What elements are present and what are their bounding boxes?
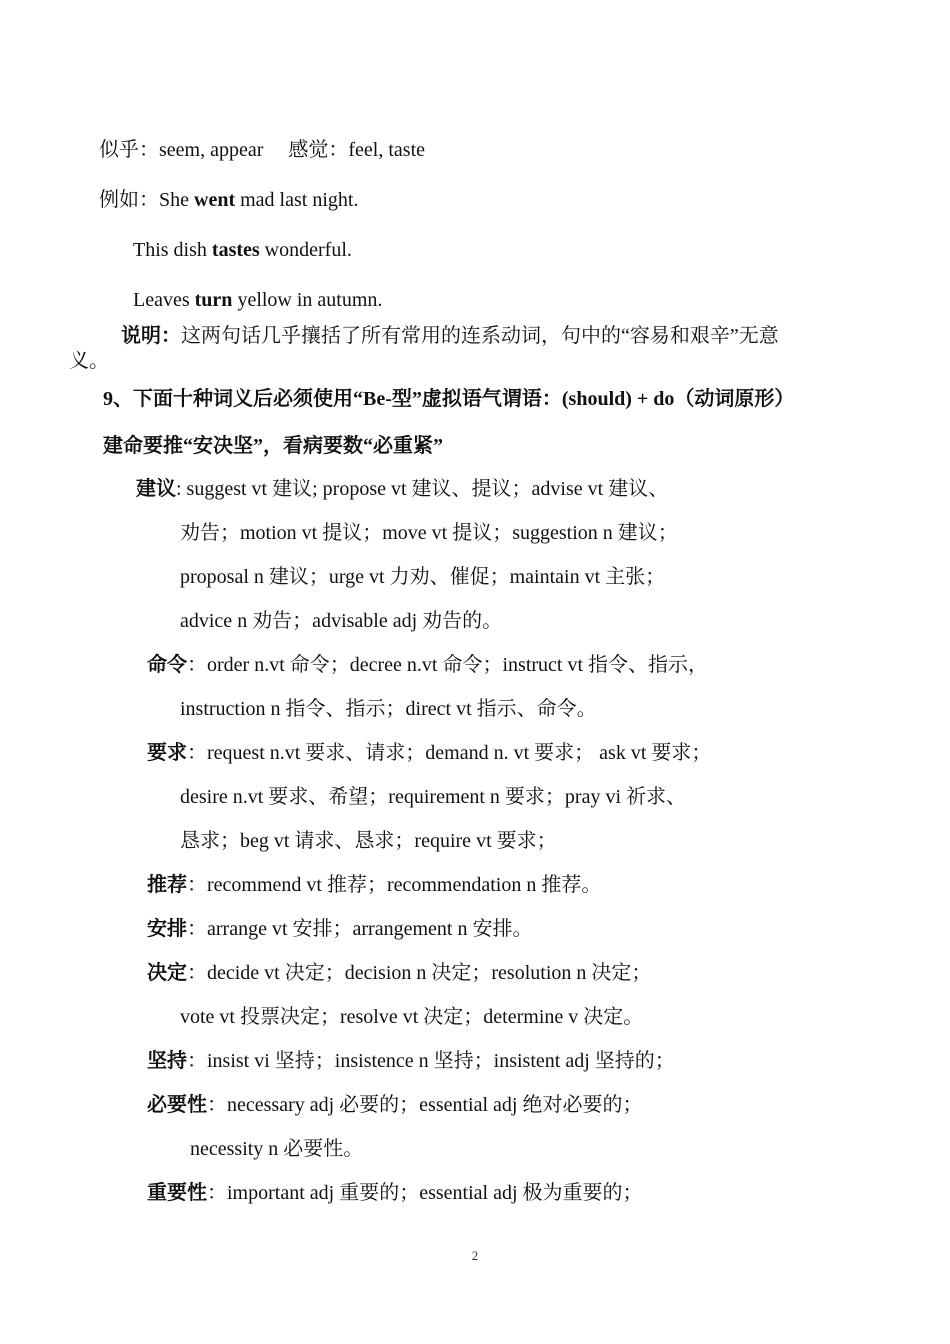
mnemonic-heading — [103, 434, 443, 458]
example-line-2 — [133, 238, 352, 262]
suggest-entry — [136, 477, 668, 501]
note-text: 这两句话几乎攘括了所有常用的连系动词，句中的“容易和艰辛”无意 — [181, 325, 779, 347]
category-words: ：order n.vt 命令；decree n.vt 命令；instruct vt 指令、指示， — [187, 654, 709, 676]
category-words: vote vt 投票决定；resolve vt 决定；determine v 决定。 — [180, 1006, 644, 1028]
category-words: ：insist vi 坚持；insistence n 坚持；insistent adj 坚持的； — [187, 1050, 675, 1072]
example-line-1 — [99, 188, 358, 212]
category-label: 决定 — [147, 962, 187, 984]
necessity-entry — [147, 1093, 642, 1117]
request-entry — [147, 741, 711, 765]
category-words: : suggest vt 建议; propose vt 建议、提议；advise vt 建议、 — [176, 478, 669, 500]
example-suffix: yellow in autumn. — [232, 289, 383, 311]
example-verb: turn — [194, 289, 233, 311]
section-9-heading — [103, 387, 794, 411]
category-label: 推荐 — [147, 874, 187, 896]
category-label: 必要性 — [147, 1094, 207, 1116]
importance-entry — [147, 1181, 643, 1205]
category-words: advice n 劝告；advisable adj 劝告的。 — [180, 610, 503, 632]
recommend-entry — [147, 873, 601, 897]
request-entry-cont — [180, 785, 686, 809]
order-entry-cont — [180, 697, 597, 721]
example-verb: tastes — [211, 239, 260, 261]
example-line-3 — [133, 288, 382, 312]
category-label: 命令 — [147, 654, 187, 676]
section-9-title: 9、下面十种词义后必须使用“Be-型”虚拟语气谓语：(should) + do（动词原形） — [103, 388, 795, 410]
category-label: 坚持 — [147, 1050, 187, 1072]
category-words: instruction n 指令、指示；direct vt 指示、命令。 — [180, 698, 597, 720]
note-label: 说明： — [121, 325, 181, 347]
necessity-entry-cont — [190, 1137, 363, 1161]
category-words: ：decide vt 决定；decision n 决定；resolution n 决定； — [187, 962, 652, 984]
suggest-entry-cont — [180, 565, 665, 589]
category-words: 劝告；motion vt 提议；move vt 提议；suggestion n 建议； — [180, 522, 678, 544]
insist-entry — [147, 1049, 675, 1073]
note-text-cont: 义。 — [69, 350, 109, 372]
order-entry — [147, 653, 708, 677]
example-suffix: mad last night. — [235, 189, 359, 211]
category-words: ：recommend vt 推荐；recommendation n 推荐。 — [187, 874, 602, 896]
category-words: 恳求；beg vt 请求、恳求；require vt 要求； — [180, 830, 557, 852]
category-words: proposal n 建议；urge vt 力劝、催促；maintain vt 主张； — [180, 566, 666, 588]
category-label: 重要性 — [147, 1182, 207, 1204]
category-words: ：important adj 重要的；essential adj 极为重要的； — [207, 1182, 643, 1204]
example-prefix: 例如：She — [99, 189, 194, 211]
linking-verbs-line — [99, 138, 425, 162]
linking-verbs-text: 似乎：seem, appear 感觉：feel, taste — [99, 139, 426, 161]
decide-entry-cont — [180, 1005, 643, 1029]
suggest-entry-cont — [180, 521, 678, 545]
note-line-cont — [69, 349, 109, 373]
page-number: 2 — [471, 1248, 479, 1263]
example-verb: went — [194, 189, 236, 211]
category-label: 安排 — [147, 918, 187, 940]
request-entry-cont — [180, 829, 557, 853]
example-prefix: This dish — [133, 239, 212, 261]
category-words: necessity n 必要性。 — [190, 1138, 364, 1160]
example-prefix: Leaves — [133, 289, 195, 311]
arrange-entry — [147, 917, 532, 941]
category-label: 建议 — [136, 478, 176, 500]
category-words: ：necessary adj 必要的；essential adj 绝对必要的； — [207, 1094, 643, 1116]
category-words: desire n.vt 要求、希望；requirement n 要求；pray vi 祈求、 — [180, 786, 687, 808]
category-words: ：request n.vt 要求、请求；demand n. vt 要求； ask vt 要求； — [187, 742, 712, 764]
category-label: 要求 — [147, 742, 187, 764]
mnemonic-text: 建命要推“安决坚”，看病要数“必重紧” — [103, 435, 443, 457]
note-line — [121, 324, 779, 348]
category-words: ：arrange vt 安排；arrangement n 安排。 — [187, 918, 533, 940]
decide-entry — [147, 961, 651, 985]
example-suffix: wonderful. — [259, 239, 352, 261]
suggest-entry-cont — [180, 609, 502, 633]
